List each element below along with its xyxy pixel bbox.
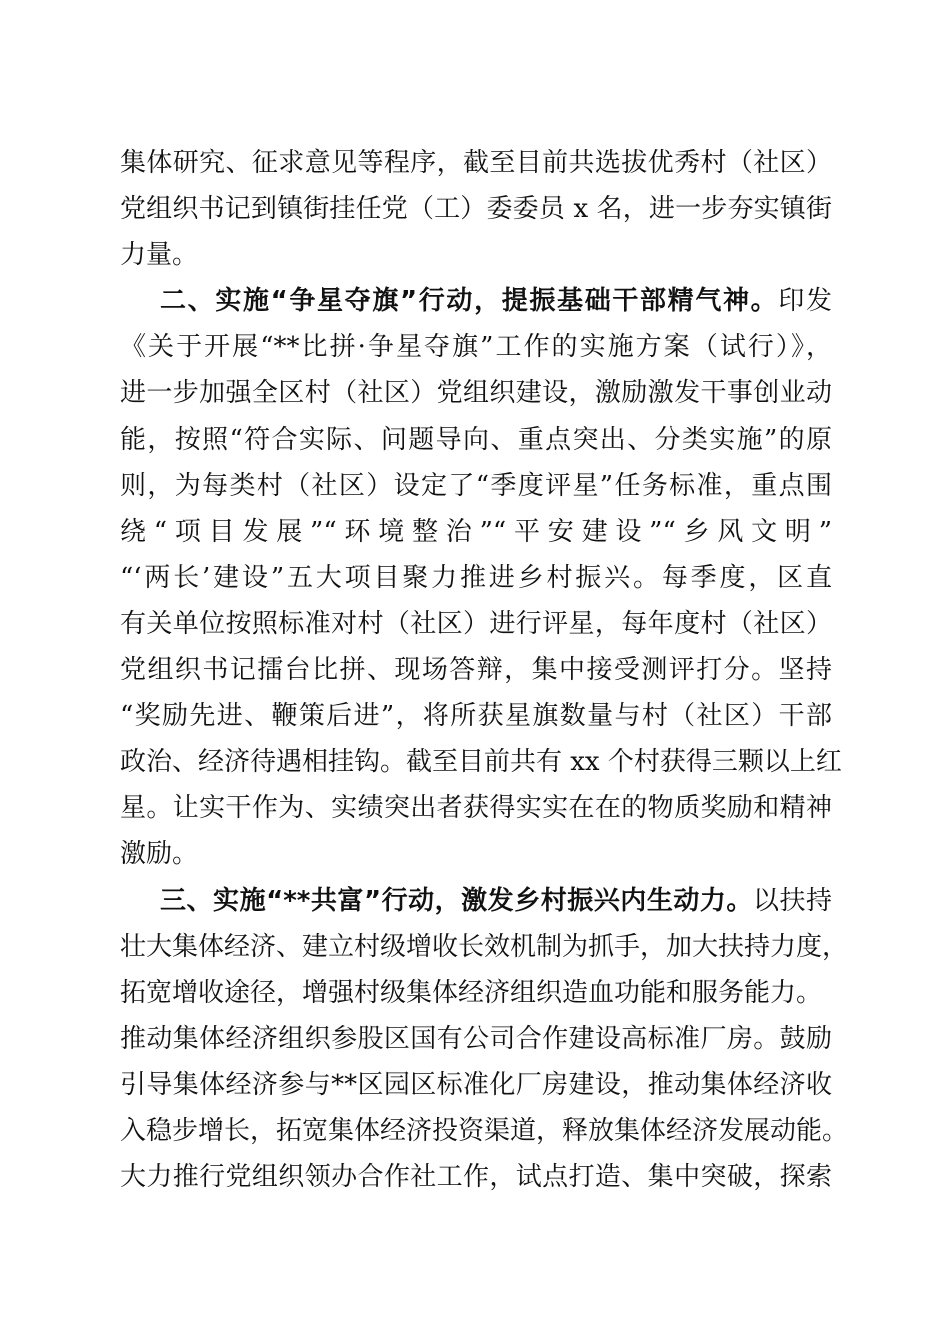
paragraph-line <box>120 140 832 186</box>
line-text: 力量。 <box>120 240 199 271</box>
line-text: 激励。 <box>120 839 199 870</box>
line-text: 有关单位按照标准对村（社区）进行评星，每年度村（社区） <box>120 608 832 639</box>
paragraph-line <box>120 232 832 278</box>
paragraph-line <box>120 1016 832 1062</box>
line-text: 大力推行党组织领办合作社工作，试点打造、集中突破，探索 <box>120 1162 832 1193</box>
paragraph-line <box>120 186 832 232</box>
line-text: 引导集体经济参与**区园区标准化厂房建设，推动集体经济收 <box>120 1069 832 1100</box>
line-text: 拓宽增收途径，增强村级集体经济组织造血功能和服务能力。 <box>120 977 823 1008</box>
section-heading-line <box>120 878 832 924</box>
paragraph-line <box>120 739 842 785</box>
line-text: 星。让实干作为、实绩突出者获得实实在在的物质奖励和精神 <box>120 793 832 824</box>
section-heading: 二、实施“争星夺旗”行动，提振基础干部精气神。 <box>160 286 779 317</box>
line-text: 印发 <box>778 286 832 317</box>
paragraph-line <box>120 1062 832 1108</box>
paragraph-line <box>120 785 832 831</box>
paragraph-line <box>120 647 832 693</box>
line-text: 推动集体经济组织参股区国有公司合作建设高标准厂房。鼓励 <box>120 1023 832 1054</box>
line-text: “‘两长’建设”五大项目聚力推进乡村振兴。每季度，区直 <box>120 562 832 593</box>
paragraph-line <box>120 601 832 647</box>
line-text: 党组织书记擂台比拼、现场答辩，集中接受测评打分。坚持 <box>120 655 832 686</box>
line-text: 入稳步增长，拓宽集体经济投资渠道，释放集体经济发展动能。 <box>120 1115 849 1146</box>
paragraph-line <box>120 693 832 739</box>
line-text: “奖励先进、鞭策后进”，将所获星旗数量与村（社区）干部 <box>120 701 832 732</box>
section-heading: 三、实施“**共富”行动，激发乡村振兴内生动力。 <box>160 885 753 916</box>
line-text: 绕“项目发展”“环境整治”“平安建设”“乡风文明” <box>120 516 832 547</box>
line-text: 《关于开展“**比拼·争星夺旗”工作的实施方案（试行）》， <box>120 332 832 363</box>
line-text: 进一步加强全区村（社区）党组织建设，激励激发干事创业动 <box>120 378 832 409</box>
line-text: 壮大集体经济、建立村级增收长效机制为抓手，加大扶持力度， <box>120 931 849 962</box>
section-heading-line <box>120 278 832 324</box>
paragraph-line <box>120 324 832 370</box>
document-body <box>120 140 849 1200</box>
line-text: 党组织书记到镇街挂任党（工）委委员 x 名，进一步夯实镇街 <box>120 194 832 225</box>
paragraph-line <box>120 417 832 463</box>
line-text: 能，按照“符合实际、问题导向、重点突出、分类实施”的原 <box>120 424 832 455</box>
paragraph-line <box>120 924 849 970</box>
paragraph-line <box>120 1108 849 1154</box>
paragraph-line <box>120 970 832 1016</box>
line-text: 政治、经济待遇相挂钩。截至目前共有 xx 个村获得三颗以上红 <box>120 747 842 778</box>
line-text: 则，为每类村（社区）设定了“季度评星”任务标准，重点围 <box>120 470 832 501</box>
paragraph-line <box>120 509 832 555</box>
paragraph-line <box>120 831 832 877</box>
paragraph-line <box>120 1154 832 1200</box>
paragraph-line <box>120 463 832 509</box>
line-text: 集体研究、征求意见等程序，截至目前共选拔优秀村（社区） <box>120 148 832 178</box>
line-text: 以扶持 <box>752 885 832 916</box>
paragraph-line <box>120 555 832 601</box>
paragraph-line <box>120 370 832 416</box>
